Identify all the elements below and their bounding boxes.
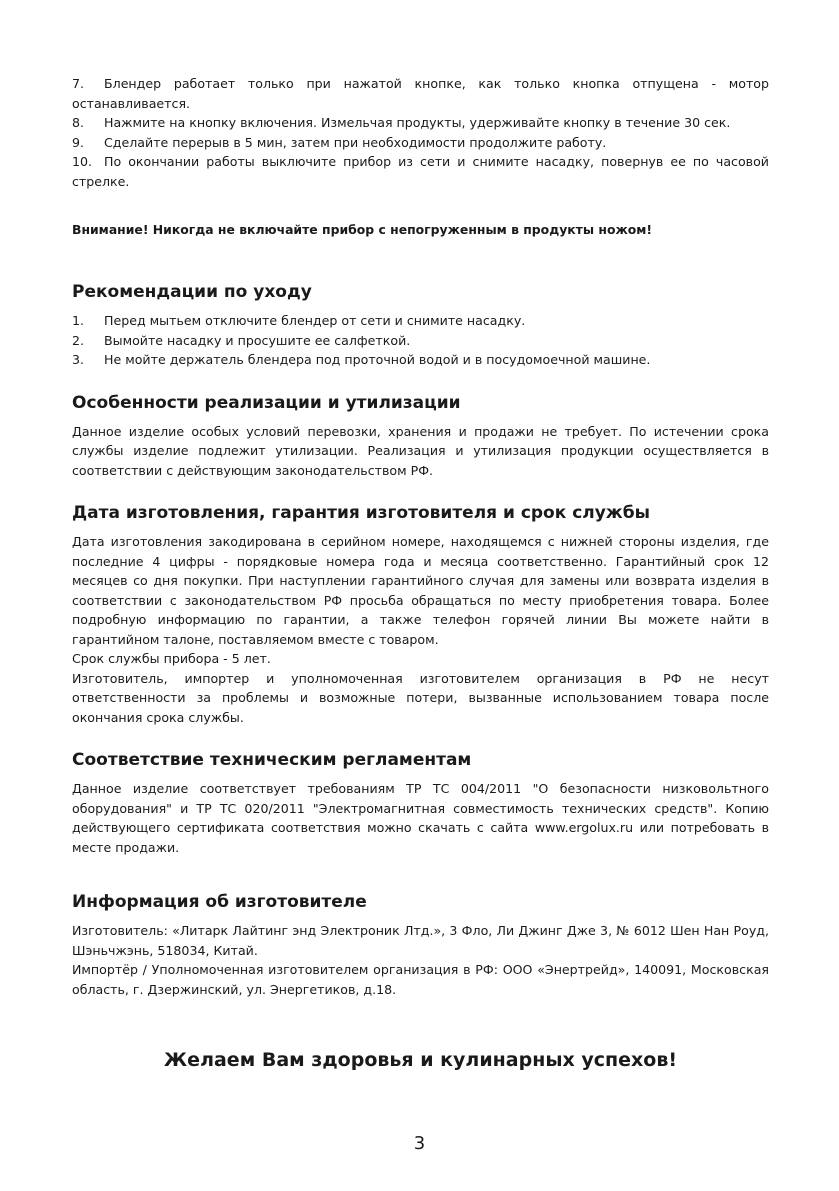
list-item xyxy=(72,331,769,351)
manufacturer-heading: Информация об изготовителе xyxy=(72,892,367,912)
item-number: 1. xyxy=(72,313,85,328)
step-text: По окончании работы выключите прибор из сети и снимите насадку, повернув ее по часовой стрелке. xyxy=(72,154,769,189)
liability-text: Изготовитель, импортер и уполномоченная изготовителем организация в РФ не несут ответственности за проблемы и возможные потери, вызванные использованием товара после окончания срока службы. xyxy=(72,670,769,725)
list-item xyxy=(72,133,769,153)
compliance-heading: Соответствие техническим регламентам xyxy=(72,750,472,770)
step-text: Нажмите на кнопку включения. Измельчая продукты, удерживайте кнопку в течение 30 сек. xyxy=(104,115,731,130)
disposal-text: Данное изделие особых условий перевозки, хранения и продажи не требует. По истечении срока службы изделие подлежит утилизации. Реализация и утилизация продукции осуществляется в соответствии с действующим законодательством РФ. xyxy=(72,423,769,478)
manufacturer-text: Изготовитель: «Литарк Лайтинг энд Электроник Лтд.», 3 Фло, Ли Джинг Дже 3, № 6012 Шен Нан Роуд, Шэньчжэнь, 518034, Китай. xyxy=(72,923,769,958)
closing-wish: Желаем Вам здоровья и кулинарных успехов! xyxy=(163,1049,678,1071)
usage-steps-list xyxy=(72,74,769,191)
list-item xyxy=(72,350,769,370)
item-text: Вымойте насадку и просушите ее салфеткой. xyxy=(104,332,411,348)
step-text: Блендер работает только при нажатой кнопке, как только кнопка отпущена - мотор останавливается. xyxy=(72,76,769,111)
warranty-paragraph: Дата изготовления закодирована в серийном номере, находящемся с нижней стороны изделия, где последние 4 цифры - порядковые номера года и месяца соответственно. Гарантийный срок 12 месяцев со дня покупки. При наступлении гарантийного случая для замены или возврата изделия в соответствии с законодательством РФ просьба обращаться по месту приобретения товара. Более подробную информацию по гарантии, а также телефон горячей линии Вы можете найти в гарантийном талоне, поставляемом вместе с товаром. xyxy=(72,534,769,647)
item-text: Перед мытьем отключите блендер от сети и снимите насадку. xyxy=(104,313,526,328)
compliance-text: Данное изделие соответствует требованиям ТР ТС 004/2011 "О безопасности низковольтного оборудования" и ТР ТС 020/2011 "Электромагнитная совместимость технических средств". Копию действующего сертификата соответствия можно скачать с сайта www.ergolux.ru или потребовать в месте продажи. xyxy=(72,781,769,855)
step-text: Сделайте перерыв в 5 мин, затем при необходимости продолжите работу. xyxy=(104,134,607,150)
page-number: 3 xyxy=(413,1133,426,1154)
list-item xyxy=(72,113,769,133)
list-item xyxy=(72,74,769,113)
step-number: 9. xyxy=(72,134,85,150)
importer-text: Импортёр / Уполномоченная изготовителем организация в РФ: ООО «Энертрейд», 140091, Московская область, г. Дзержинский, ул. Энергетиков, д.18. xyxy=(72,962,769,997)
disposal-heading: Особенности реализации и утилизации xyxy=(72,392,461,413)
compliance-section xyxy=(72,749,769,857)
step-number: 8. xyxy=(72,115,85,130)
safety-warning: Внимание! Никогда не включайте прибор с непогруженным в продукты ножом! xyxy=(72,222,653,237)
list-item xyxy=(72,152,769,191)
step-number: 10. xyxy=(72,154,93,169)
care-section xyxy=(72,281,769,370)
list-item xyxy=(72,311,769,331)
warranty-heading: Дата изготовления, гарантия изготовителя и срок службы xyxy=(72,503,650,523)
step-number: 7. xyxy=(72,76,85,91)
warranty-section xyxy=(72,502,769,727)
care-list xyxy=(72,311,769,370)
disposal-section xyxy=(72,392,769,481)
item-number: 3. xyxy=(72,352,85,367)
manufacturer-section xyxy=(72,891,769,999)
service-life-text: Срок службы прибора - 5 лет. xyxy=(72,651,271,666)
item-number: 2. xyxy=(72,332,85,348)
care-heading: Рекомендации по уходу xyxy=(72,282,312,302)
item-text: Не мойте держатель блендера под проточной водой и в посудомоечной машине. xyxy=(104,352,651,367)
